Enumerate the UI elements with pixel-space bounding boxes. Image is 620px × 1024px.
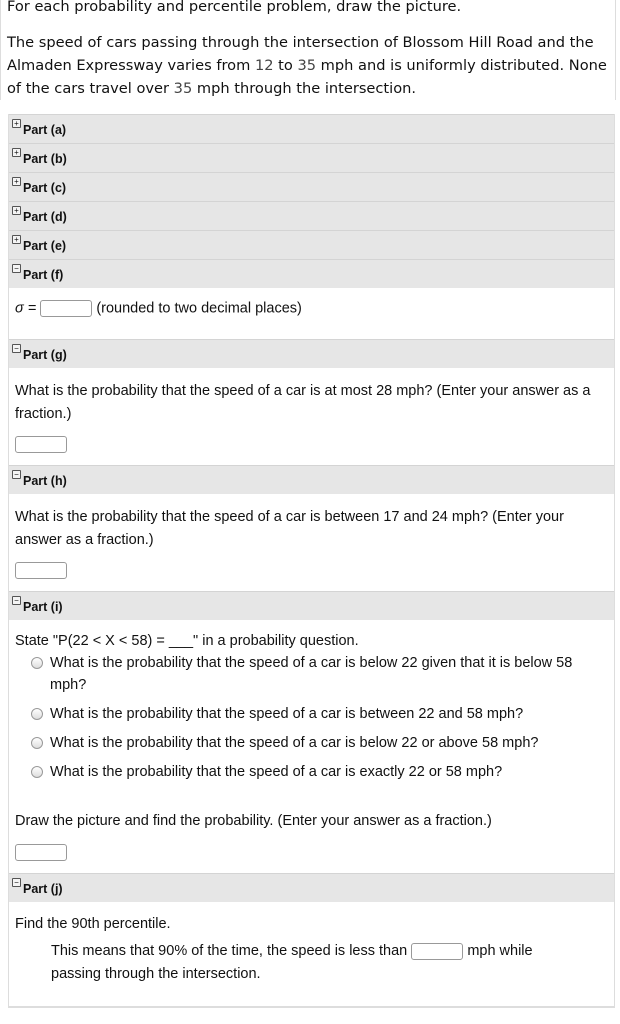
- part-label: Part (e): [23, 239, 67, 253]
- option-2[interactable]: [15, 703, 608, 725]
- radio-button[interactable]: [31, 657, 43, 669]
- expand-icon[interactable]: +: [12, 235, 21, 244]
- percentile-suffix: mph while passing through the intersection.: [51, 943, 533, 982]
- part-j-header[interactable]: [9, 873, 614, 902]
- collapse-icon[interactable]: −: [12, 878, 21, 887]
- part-label: Part (j): [23, 882, 63, 896]
- problem-statement: [0, 0, 616, 100]
- collapse-icon[interactable]: −: [12, 470, 21, 479]
- part-label: Part (f): [23, 268, 64, 282]
- part-label: Part (d): [23, 210, 67, 224]
- text: to: [273, 57, 298, 74]
- option-3[interactable]: [15, 732, 608, 754]
- text: The speed of cars passing through the intersection of Blossom Hill Road and the Almaden Expressway varies from: [7, 34, 594, 74]
- part-label: Part (b): [23, 152, 67, 166]
- sigma-input[interactable]: [40, 300, 92, 317]
- rounding-note: (rounded to two decimal places): [96, 300, 302, 317]
- collapse-icon[interactable]: −: [12, 264, 21, 273]
- part-f-header[interactable]: [9, 259, 614, 288]
- radio-button[interactable]: [31, 708, 43, 720]
- option-label: What is the probability that the speed of a car is exactly 22 or 58 mph?: [50, 764, 503, 780]
- part-i-header[interactable]: [9, 591, 614, 620]
- problem-text: [7, 31, 609, 100]
- part-i-answer-input[interactable]: [15, 844, 67, 861]
- expand-icon[interactable]: +: [12, 206, 21, 215]
- part-e-header[interactable]: [9, 230, 614, 259]
- part-a-header[interactable]: [9, 114, 614, 143]
- part-j-question: Find the 90th percentile.: [15, 916, 171, 932]
- part-label: Part (g): [23, 348, 67, 362]
- part-g-header[interactable]: [9, 339, 614, 368]
- expand-icon[interactable]: +: [12, 177, 21, 186]
- text: mph and is uniformly distributed. None of the cars travel over: [7, 57, 607, 97]
- text: mph through the intersection.: [192, 80, 417, 97]
- collapse-icon[interactable]: −: [12, 596, 21, 605]
- part-g-question: What is the probability that the speed of a car is at most 28 mph? (Enter your answer as a fraction.): [15, 383, 591, 422]
- draw-instruction: Draw the picture and find the probability. (Enter your answer as a fraction.): [15, 813, 492, 829]
- min-speed: 12: [254, 57, 274, 74]
- part-c-header[interactable]: [9, 172, 614, 201]
- max-speed: 35: [297, 57, 317, 74]
- part-label: Part (a): [23, 123, 67, 137]
- part-h-question: What is the probability that the speed of a car is between 17 and 24 mph? (Enter your answer as a fraction.): [15, 509, 564, 548]
- part-h-header[interactable]: [9, 465, 614, 494]
- option-label: What is the probability that the speed of a car is below 22 given that it is below 58 mph?: [50, 655, 573, 693]
- expand-icon[interactable]: +: [12, 119, 21, 128]
- sigma-label: σ =: [15, 300, 37, 317]
- part-g-answer-input[interactable]: [15, 436, 67, 453]
- part-i-statement: State "P(22 < X < 58) = ___" in a probability question.: [15, 633, 359, 649]
- percentile-text: This means that 90% of the time, the speed is less than: [51, 943, 408, 959]
- option-label: What is the probability that the speed of a car is below 22 or above 58 mph?: [50, 735, 539, 751]
- part-b-header[interactable]: [9, 143, 614, 172]
- part-label: Part (c): [23, 181, 67, 195]
- radio-button[interactable]: [31, 766, 43, 778]
- option-4[interactable]: [15, 761, 608, 783]
- part-d-header[interactable]: [9, 201, 614, 230]
- option-label: What is the probability that the speed of a car is between 22 and 58 mph?: [50, 706, 524, 722]
- instruction: For each probability and percentile problem, draw the picture.: [7, 0, 462, 15]
- expand-icon[interactable]: +: [12, 148, 21, 157]
- part-label: Part (h): [23, 474, 67, 488]
- option-1[interactable]: [15, 652, 608, 696]
- radio-button[interactable]: [31, 737, 43, 749]
- collapse-icon[interactable]: −: [12, 344, 21, 353]
- part-h-answer-input[interactable]: [15, 562, 67, 579]
- percentile-input[interactable]: [411, 943, 463, 960]
- max-speed: 35: [173, 80, 193, 97]
- part-label: Part (i): [23, 600, 63, 614]
